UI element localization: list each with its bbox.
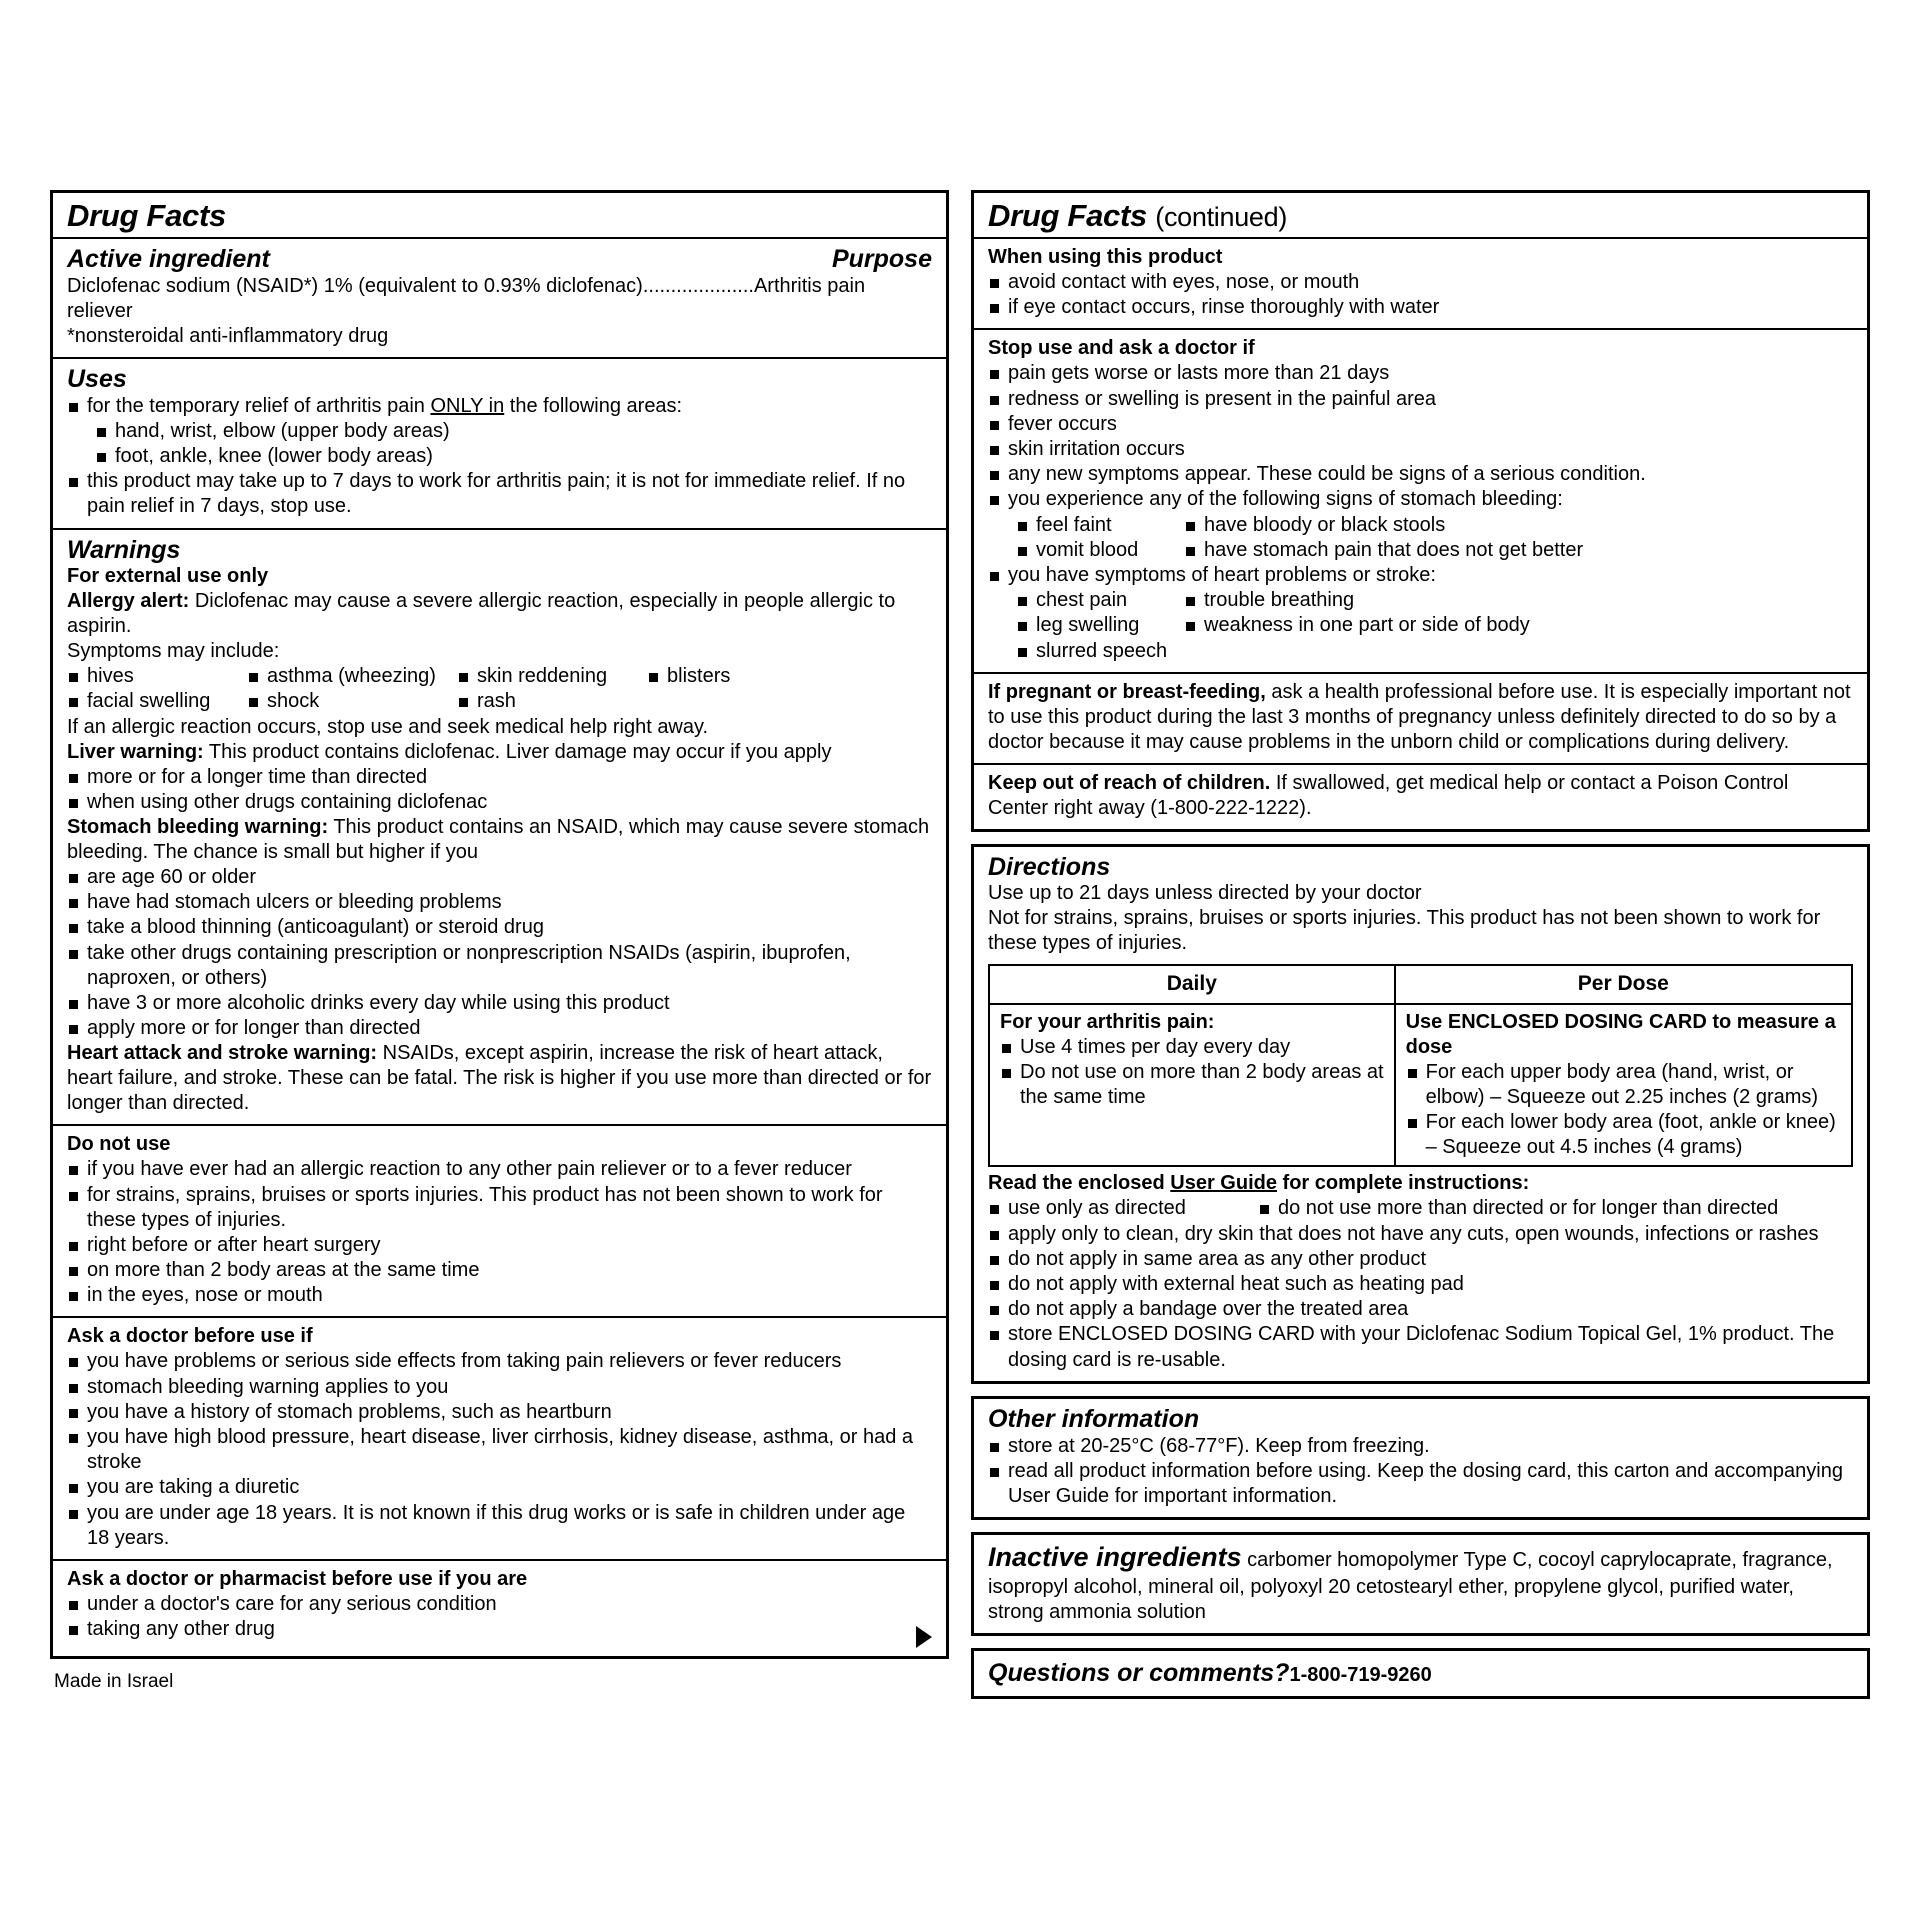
directions-panel <box>971 844 1870 1384</box>
questions-panel <box>971 1648 1870 1699</box>
list-item: you have symptoms of heart problems or stroke: <box>988 563 1853 588</box>
allergy-alert-text: Diclofenac may cause a severe allergic reaction, especially in people allergic to aspirin. <box>67 590 896 638</box>
heart-warning-label: Heart attack and stroke warning: <box>67 1042 378 1065</box>
list-item: you have problems or serious side effects from taking pain relievers or fever reducers <box>67 1349 932 1374</box>
bleeding-signs-row-1 <box>1016 513 1853 538</box>
children-body: If swallowed, get medical help or contact a Poison Control Center right away (1-800-222-1222). <box>988 771 1789 819</box>
list-item: you are taking a diuretic <box>67 1475 932 1500</box>
when-using-heading: When using this product <box>988 246 1223 269</box>
directions-heading: Directions <box>988 852 1111 881</box>
daily-list <box>1000 1035 1384 1111</box>
heart-signs-row-2 <box>1016 613 1853 638</box>
daily-cell <box>989 1004 1395 1167</box>
page-title-continued <box>988 199 1853 233</box>
read-guide-post: for complete instructions: <box>1276 1172 1530 1195</box>
table-header-row <box>989 965 1852 1003</box>
ask-pharmacist-heading: Ask a doctor or pharmacist before use if you are <box>67 1567 528 1590</box>
directions-line-2: Not for strains, sprains, bruises or sports injuries. This product has not been shown to work for these types of injuries. <box>988 907 1821 955</box>
warnings-section <box>53 530 946 1127</box>
external-use-heading: For external use only <box>67 565 269 588</box>
list-item: For each lower body area (foot, ankle or knee) – Squeeze out 4.5 inches (4 grams) <box>1406 1110 1841 1160</box>
do-not-use-list <box>67 1157 932 1308</box>
column-header-per-dose: Per Dose <box>1395 965 1852 1003</box>
ask-pharmacist-section <box>53 1561 946 1656</box>
right-panel-1 <box>971 190 1870 832</box>
list-item: avoid contact with eyes, nose, or mouth <box>988 270 1853 295</box>
symptoms-row-1 <box>67 664 932 689</box>
read-guide-heading <box>988 1171 1853 1196</box>
ask-doctor-section <box>53 1318 946 1561</box>
list-item: taking any other drug <box>67 1617 932 1642</box>
list-item: are age 60 or older <box>67 865 932 890</box>
stomach-warning-list <box>67 865 932 1041</box>
other-information-list <box>988 1434 1853 1510</box>
allergy-alert <box>67 589 932 639</box>
children-section <box>974 765 1867 829</box>
list-item: you experience any of the following signs of stomach bleeding: <box>988 487 1853 512</box>
list-item: take a blood thinning (anticoagulant) or steroid drug <box>67 915 932 940</box>
list-item: vomit blood <box>1016 538 1184 563</box>
right-column <box>971 190 1870 1711</box>
list-item: under a doctor's care for any serious condition <box>67 1592 932 1617</box>
heart-signs-row-1 <box>1016 588 1853 613</box>
left-title-section <box>53 193 946 239</box>
heart-signs-row-3 <box>1016 639 1853 664</box>
list-item: if eye contact occurs, rinse thoroughly with water <box>988 295 1853 320</box>
list-item: leg swelling <box>1016 613 1184 638</box>
heart-warning-text: NSAIDs, except aspirin, increase the risk of heart attack, heart failure, and stroke. These can be fatal. The risk is higher if you use more than directed or for longer than directed. <box>67 1042 932 1115</box>
inactive-ingredients-section <box>974 1535 1867 1633</box>
do-not-use-heading: Do not use <box>67 1133 171 1156</box>
list-item: apply only to clean, dry skin that does not have any cuts, open wounds, infections or rashes <box>988 1222 1853 1247</box>
when-using-list <box>988 270 1853 320</box>
list-item: right before or after heart surgery <box>67 1233 932 1258</box>
inactive-ingredients-text <box>988 1541 1853 1625</box>
made-in-text: Made in Israel <box>54 1671 174 1693</box>
drug-facts-label <box>50 190 1870 1711</box>
list-item: For each upper body area (hand, wrist, or elbow) – Squeeze out 2.25 inches (2 grams) <box>1406 1060 1841 1110</box>
dosing-table <box>988 964 1853 1167</box>
list-item: Use 4 times per day every day <box>1000 1035 1384 1060</box>
list-item: shock <box>247 689 457 714</box>
list-item: you have high blood pressure, heart disease, liver cirrhosis, kidney disease, asthma, or had a stroke <box>67 1425 932 1475</box>
list-item: do not apply a bandage over the treated area <box>988 1297 1853 1322</box>
list-item: you have a history of stomach problems, such as heartburn <box>67 1400 932 1425</box>
list-item: read all product information before using. Keep the dosing card, this carton and accompanying User Guide for important information. <box>988 1459 1853 1509</box>
directions-line-1: Use up to 21 days unless directed by your doctor <box>988 882 1422 905</box>
list-item: store at 20-25°C (68-77°F). Keep from freezing. <box>988 1434 1853 1459</box>
inactive-ingredients-panel <box>971 1532 1870 1636</box>
other-information-section <box>974 1399 1867 1517</box>
uses-section <box>53 359 946 530</box>
list-item: rash <box>457 689 647 714</box>
left-panel <box>50 190 949 1659</box>
stop-use-list <box>988 361 1853 512</box>
other-information-panel <box>971 1396 1870 1520</box>
stomach-warning <box>67 815 932 865</box>
list-item: skin irritation occurs <box>988 437 1853 462</box>
page-title: Drug Facts <box>67 198 226 233</box>
children-text <box>988 771 1853 821</box>
active-ingredient-section <box>53 239 946 359</box>
list-item: trouble breathing <box>1184 588 1354 613</box>
list-item: store ENCLOSED DOSING CARD with your Diclofenac Sodium Topical Gel, 1% product. The dosing card is re-usable. <box>988 1322 1853 1372</box>
warnings-heading: Warnings <box>67 535 181 564</box>
directions-section <box>974 847 1867 1381</box>
list-item: facial swelling <box>67 689 247 714</box>
list-item: any new symptoms appear. These could be signs of a serious condition. <box>988 462 1853 487</box>
pregnant-text <box>988 680 1853 755</box>
stop-use-heading: Stop use and ask a doctor if <box>988 337 1255 360</box>
list-item: stomach bleeding warning applies to you <box>67 1375 932 1400</box>
list-item: when using other drugs containing diclofenac <box>67 790 932 815</box>
list-item: redness or swelling is present in the painful area <box>988 387 1853 412</box>
questions-phone[interactable]: 1-800-719-9260 <box>1289 1663 1432 1686</box>
allergic-reaction-text: If an allergic reaction occurs, stop use and seek medical help right away. <box>67 715 709 738</box>
pregnant-label: If pregnant or breast-feeding, <box>988 680 1266 703</box>
list-item: do not apply with external heat such as heating pad <box>988 1272 1853 1297</box>
stop-use-section <box>974 330 1867 673</box>
dose-intro: Use ENCLOSED DOSING CARD to measure a dose <box>1405 1010 1836 1058</box>
list-item: this product may take up to 7 days to work for arthritis pain; it is not for immediate relief. If no pain relief in 7 days, stop use. <box>67 469 932 519</box>
when-using-section <box>974 239 1867 330</box>
list-item: take other drugs containing prescription or nonprescription NSAIDs (aspirin, ibuprofen, naproxen, or others) <box>67 941 932 991</box>
list-item: if you have ever had an allergic reaction to any other pain reliever or to a fever reducer <box>67 1157 932 1182</box>
dose-list <box>1406 1060 1841 1161</box>
list-item: feel faint <box>1016 513 1184 538</box>
inactive-ingredients-body: carbomer homopolymer Type C, cocoyl caprylocaprate, fragrance, isopropyl alcohol, mineral oil, polyoxyl 20 cetostearyl ether, propylene glycol, purified water, strong ammonia solution <box>988 1549 1833 1623</box>
list-item: use only as directed <box>988 1196 1258 1221</box>
bleeding-signs-row-2 <box>1016 538 1853 563</box>
questions-line <box>988 1659 1853 1688</box>
active-ingredient-heading: Active ingredient <box>67 245 270 274</box>
user-guide-link[interactable]: User Guide <box>1170 1172 1277 1195</box>
other-information-heading: Other information <box>988 1404 1200 1433</box>
table-row <box>989 1004 1852 1167</box>
list-item: have 3 or more alcoholic drinks every day while using this product <box>67 991 932 1016</box>
continued-label: (continued) <box>1155 202 1288 232</box>
active-ingredient-line: Diclofenac sodium (NSAID*) 1% (equivalent to 0.93% diclofenac)....................Arthritis pain reliever <box>67 274 866 322</box>
list-item: on more than 2 body areas at the same time <box>67 1258 932 1283</box>
liver-warning <box>67 740 932 765</box>
do-not-use-section <box>53 1126 946 1318</box>
uses-sub-list <box>95 419 932 469</box>
list-item: pain gets worse or lasts more than 21 days <box>988 361 1853 386</box>
list-item: asthma (wheezing) <box>247 664 457 689</box>
column-header-daily: Daily <box>989 965 1395 1003</box>
list-item: chest pain <box>1016 588 1184 613</box>
liver-warning-label: Liver warning: <box>67 740 204 763</box>
list-item: Do not use on more than 2 body areas at the same time <box>1000 1060 1384 1110</box>
active-ingredient-footnote: *nonsteroidal anti-inflammatory drug <box>67 324 389 347</box>
list-item: blisters <box>647 664 827 689</box>
questions-heading: Questions or comments? <box>988 1658 1290 1687</box>
uses-list-2 <box>67 469 932 519</box>
list-item: fever occurs <box>988 412 1853 437</box>
list-item: weakness in one part or side of body <box>1184 613 1530 638</box>
symptoms-row-2 <box>67 689 932 714</box>
list-item: slurred speech <box>1016 639 1853 664</box>
continuation-arrow-icon <box>916 1626 932 1648</box>
right-title-section <box>974 193 1867 239</box>
inactive-ingredients-heading: Inactive ingredients <box>988 1542 1242 1573</box>
purpose-heading: Purpose <box>831 245 932 274</box>
allergy-alert-label: Allergy alert: <box>67 590 190 613</box>
list-item: have had stomach ulcers or bleeding problems <box>67 890 932 915</box>
list-item: in the eyes, nose or mouth <box>67 1283 932 1308</box>
list-item: hives <box>67 664 247 689</box>
children-label: Keep out of reach of children. <box>988 771 1271 794</box>
uses-heading: Uses <box>67 364 127 393</box>
page-title-text: Drug Facts <box>988 198 1147 233</box>
stop-use-list-2 <box>988 563 1853 588</box>
directions-pair-row <box>988 1196 1853 1221</box>
stomach-warning-label: Stomach bleeding warning: <box>67 816 329 839</box>
liver-warning-text: This product contains diclofenac. Liver damage may occur if you apply <box>208 740 832 763</box>
pregnant-body: ask a health professional before use. It is especially important not to use this product during the last 3 months of pregnancy unless definitely directed to do so by a doctor because it may cause problems in the unborn child or complications during delivery. <box>988 680 1851 753</box>
liver-warning-list <box>67 765 932 815</box>
list-item: you are under age 18 years. It is not known if this drug works or is safe in children under age 18 years. <box>67 1501 932 1551</box>
directions-list <box>988 1222 1853 1373</box>
list-item: do not apply in same area as any other product <box>988 1247 1853 1272</box>
ask-doctor-heading: Ask a doctor before use if <box>67 1325 313 1348</box>
list-item: for the temporary relief of arthritis pain ONLY in the following areas: <box>67 394 932 419</box>
list-item: foot, ankle, knee (lower body areas) <box>95 444 932 469</box>
list-item: have stomach pain that does not get better <box>1184 538 1583 563</box>
list-item: skin reddening <box>457 664 647 689</box>
uses-list <box>67 394 932 419</box>
pregnant-section <box>974 674 1867 765</box>
read-guide-pre: Read the enclosed <box>988 1172 1171 1195</box>
per-dose-cell <box>1395 1004 1852 1167</box>
list-item: apply more or for longer than directed <box>67 1016 932 1041</box>
symptoms-intro: Symptoms may include: <box>67 640 280 663</box>
ask-doctor-list <box>67 1349 932 1551</box>
list-item: hand, wrist, elbow (upper body areas) <box>95 419 932 444</box>
list-item: have bloody or black stools <box>1184 513 1445 538</box>
questions-section <box>974 1651 1867 1696</box>
list-item: for strains, sprains, bruises or sports injuries. This product has not been shown to work for these types of injuries. <box>67 1183 932 1233</box>
left-column <box>50 190 949 1693</box>
stomach-warning-text: This product contains an NSAID, which may cause severe stomach bleeding. The chance is small but higher if you <box>67 816 930 864</box>
heart-warning <box>67 1041 932 1116</box>
ask-pharmacist-list <box>67 1592 932 1642</box>
list-item: more or for a longer time than directed <box>67 765 932 790</box>
daily-intro: For your arthritis pain: <box>1000 1010 1215 1033</box>
list-item: do not use more than directed or for longer than directed <box>1258 1196 1778 1221</box>
